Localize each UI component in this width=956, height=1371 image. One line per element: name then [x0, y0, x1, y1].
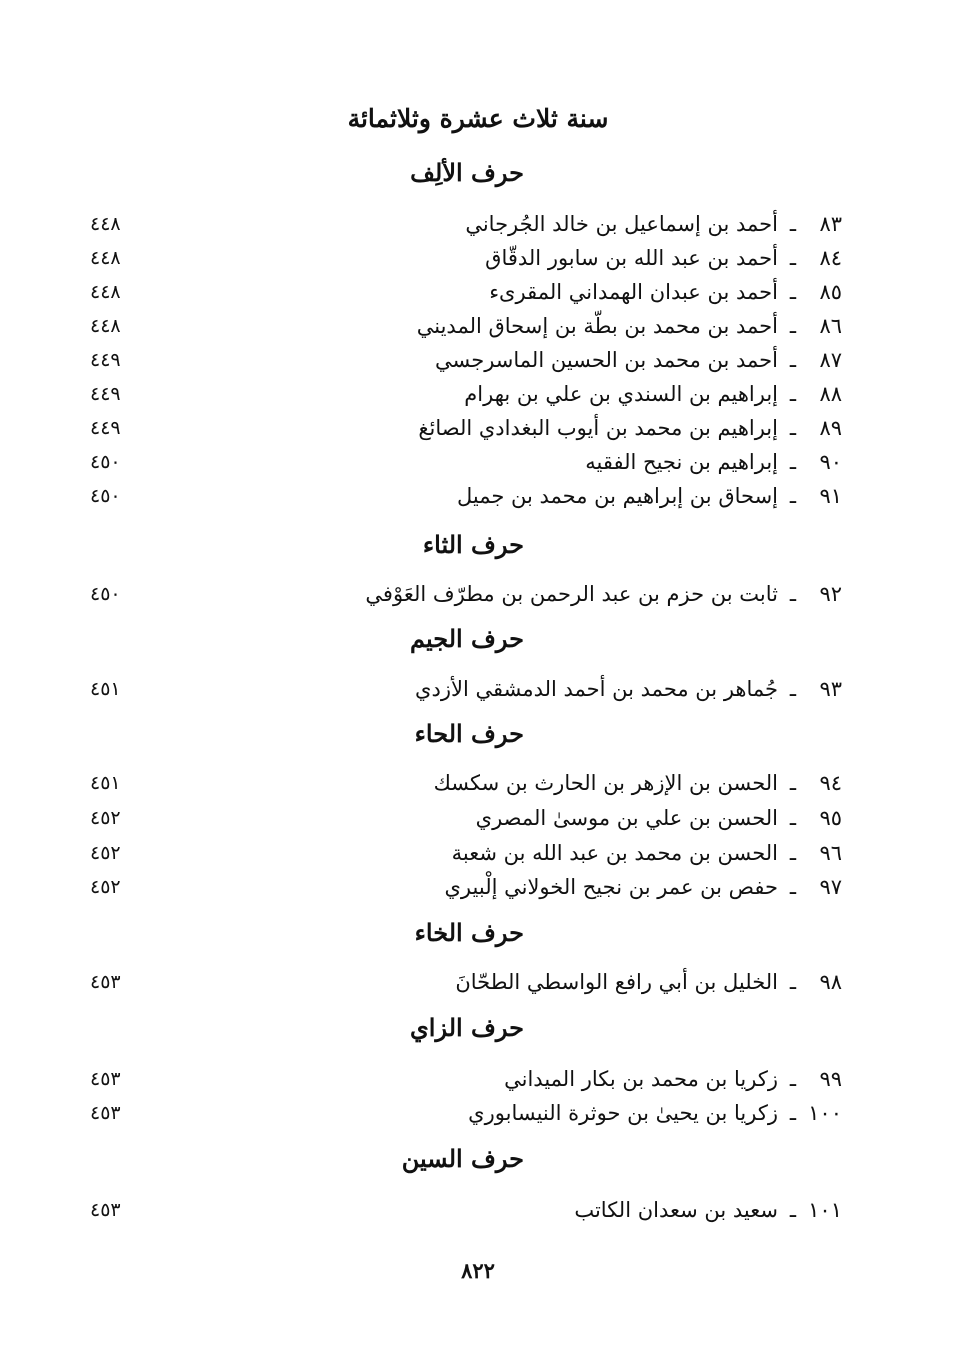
- entry-number: ١٠١: [808, 1198, 842, 1222]
- entry-name: إبراهيم بن السندي بن علي بن بهرام: [464, 382, 778, 406]
- section-heading-zay: حرف الزاي: [410, 1013, 524, 1042]
- entry-dash: ـ: [789, 677, 797, 701]
- entry-page: ٤٥٣: [90, 1102, 121, 1124]
- entry-name: الحسن بن محمد بن عبد الله بن شعبة: [451, 841, 778, 865]
- list-item: [90, 965, 842, 999]
- page-number: ٨٢٢: [461, 1258, 495, 1283]
- entry-number: ٨٣: [819, 212, 842, 236]
- list-item: [90, 1193, 842, 1227]
- entry-name: الحسن بن الإزهر بن الحارث بن سكسك: [433, 771, 778, 795]
- entry-dash: ـ: [789, 382, 797, 406]
- entry-number: ٨٦: [819, 314, 842, 338]
- entry-page: ٤٤٩: [90, 417, 121, 439]
- entry-name: أحمد بن عبدان الهمداني المقرىء: [489, 280, 778, 304]
- list-item: [90, 241, 842, 275]
- entry-dash: ـ: [789, 484, 797, 508]
- entry-name: أحمد بن محمد بن الحسين الماسرجسي: [434, 348, 778, 372]
- entry-number: ٩٠: [819, 450, 842, 474]
- list-item: [90, 1062, 842, 1096]
- list-item: [90, 577, 842, 611]
- section-heading-jim: حرف الجيم: [410, 624, 524, 653]
- list-item: [90, 870, 842, 904]
- entry-name: الخليل بن أبي رافع الواسطي الطحّانَ: [455, 970, 778, 994]
- entry-number: ٩٩: [819, 1067, 842, 1091]
- entry-name: زكريا بن يحيىٰ بن حوثرة النيسابوري: [468, 1101, 778, 1125]
- section-heading-tha: حرف الثاء: [422, 530, 524, 559]
- entry-name: ثابت بن حزم بن عبد الرحمن بن مطرّف العَوْفي: [365, 582, 778, 606]
- list-item: [90, 411, 842, 445]
- list-item: [90, 836, 842, 870]
- entry-dash: ـ: [789, 348, 797, 372]
- entry-name: إبراهيم بن نجيح الفقيه: [585, 450, 778, 474]
- entry-number: ٩٢: [819, 582, 842, 606]
- entry-page: ٤٥٢: [90, 842, 121, 864]
- entry-page: ٤٤٩: [90, 383, 121, 405]
- entry-page: ٤٥١: [90, 678, 121, 700]
- entry-name: إسحاق بن إبراهيم بن محمد بن جميل: [456, 484, 778, 508]
- entry-page: ٤٥٢: [90, 807, 121, 829]
- entry-page: ٤٥٢: [90, 876, 121, 898]
- entry-dash: ـ: [789, 1198, 797, 1222]
- entry-number: ٨٩: [819, 416, 842, 440]
- entry-number: ٩٣: [819, 677, 842, 701]
- entry-dash: ـ: [789, 1067, 797, 1091]
- list-item: [90, 766, 842, 800]
- entry-dash: ـ: [789, 970, 797, 994]
- entry-number: ٩٥: [819, 806, 842, 830]
- entry-number: ٩٤: [819, 771, 842, 795]
- list-item: [90, 1096, 842, 1130]
- list-item: [90, 445, 842, 479]
- entry-dash: ـ: [789, 875, 797, 899]
- entry-number: ٨٤: [819, 246, 842, 270]
- entry-dash: ـ: [789, 450, 797, 474]
- entry-dash: ـ: [789, 1101, 797, 1125]
- entry-name: حفص بن عمر بن نجيح الخولاني إلْبيري: [444, 875, 778, 899]
- entry-name: أحمد بن محمد بن بطّة بن إسحاق المديني: [416, 314, 778, 338]
- entry-page: ٤٤٨: [90, 281, 121, 303]
- entry-number: ٨٥: [819, 280, 842, 304]
- entry-page: ٤٤٨: [90, 213, 121, 235]
- list-item: [90, 275, 842, 309]
- entry-number: ٨٧: [819, 348, 842, 372]
- entry-dash: ـ: [789, 806, 797, 830]
- page-title: سنة ثلاث عشرة وثلاثمائة: [347, 104, 609, 133]
- list-item: [90, 479, 842, 513]
- entry-dash: ـ: [789, 212, 797, 236]
- entry-dash: ـ: [789, 246, 797, 270]
- entry-number: ٩٦: [819, 841, 842, 865]
- entry-dash: ـ: [789, 416, 797, 440]
- entry-number: ٩٧: [819, 875, 842, 899]
- entry-name: إبراهيم بن محمد بن أيوب البغدادي الصائغ: [418, 416, 778, 440]
- list-item: [90, 377, 842, 411]
- entry-name: زكريا بن محمد بن بكار الميداني: [504, 1067, 778, 1091]
- entry-page: ٤٤٨: [90, 247, 121, 269]
- entry-page: ٤٤٩: [90, 349, 121, 371]
- entry-dash: ـ: [789, 771, 797, 795]
- entry-page: ٤٥١: [90, 772, 121, 794]
- entry-dash: ـ: [789, 314, 797, 338]
- entry-number: ١٠٠: [808, 1101, 842, 1125]
- entry-page: ٤٥٣: [90, 1199, 121, 1221]
- entry-page: ٤٥٠: [90, 451, 121, 473]
- entry-page: ٤٥٠: [90, 485, 121, 507]
- list-item: [90, 207, 842, 241]
- section-heading-ha: حرف الحاء: [414, 719, 524, 748]
- entry-number: ٩٨: [819, 970, 842, 994]
- entry-page: ٤٥٠: [90, 583, 121, 605]
- entry-dash: ـ: [789, 841, 797, 865]
- entry-number: ٨٨: [819, 382, 842, 406]
- list-item: [90, 343, 842, 377]
- entry-name: أحمد بن إسماعيل بن خالد الجُرجاني: [465, 212, 778, 236]
- entry-page: ٤٤٨: [90, 315, 121, 337]
- entry-page: ٤٥٣: [90, 971, 121, 993]
- list-item: [90, 309, 842, 343]
- entry-name: أحمد بن عبد الله بن سابور الدقّاق: [485, 246, 778, 270]
- section-heading-sin: حرف السين: [401, 1144, 524, 1173]
- entry-name: سعيد بن سعدان الكاتب: [574, 1198, 778, 1222]
- entry-page: ٤٥٣: [90, 1068, 121, 1090]
- section-heading-kha: حرف الخاء: [414, 918, 524, 947]
- entry-dash: ـ: [789, 280, 797, 304]
- entry-name: جُماهر بن محمد بن أحمد الدمشقي الأزدي: [415, 677, 778, 701]
- list-item: [90, 801, 842, 835]
- entry-name: الحسن بن علي بن موسىٰ المصري: [475, 806, 778, 830]
- list-item: [90, 672, 842, 706]
- section-heading-alif: حرف الألِف: [410, 158, 524, 187]
- entry-number: ٩١: [819, 484, 842, 508]
- entry-dash: ـ: [789, 582, 797, 606]
